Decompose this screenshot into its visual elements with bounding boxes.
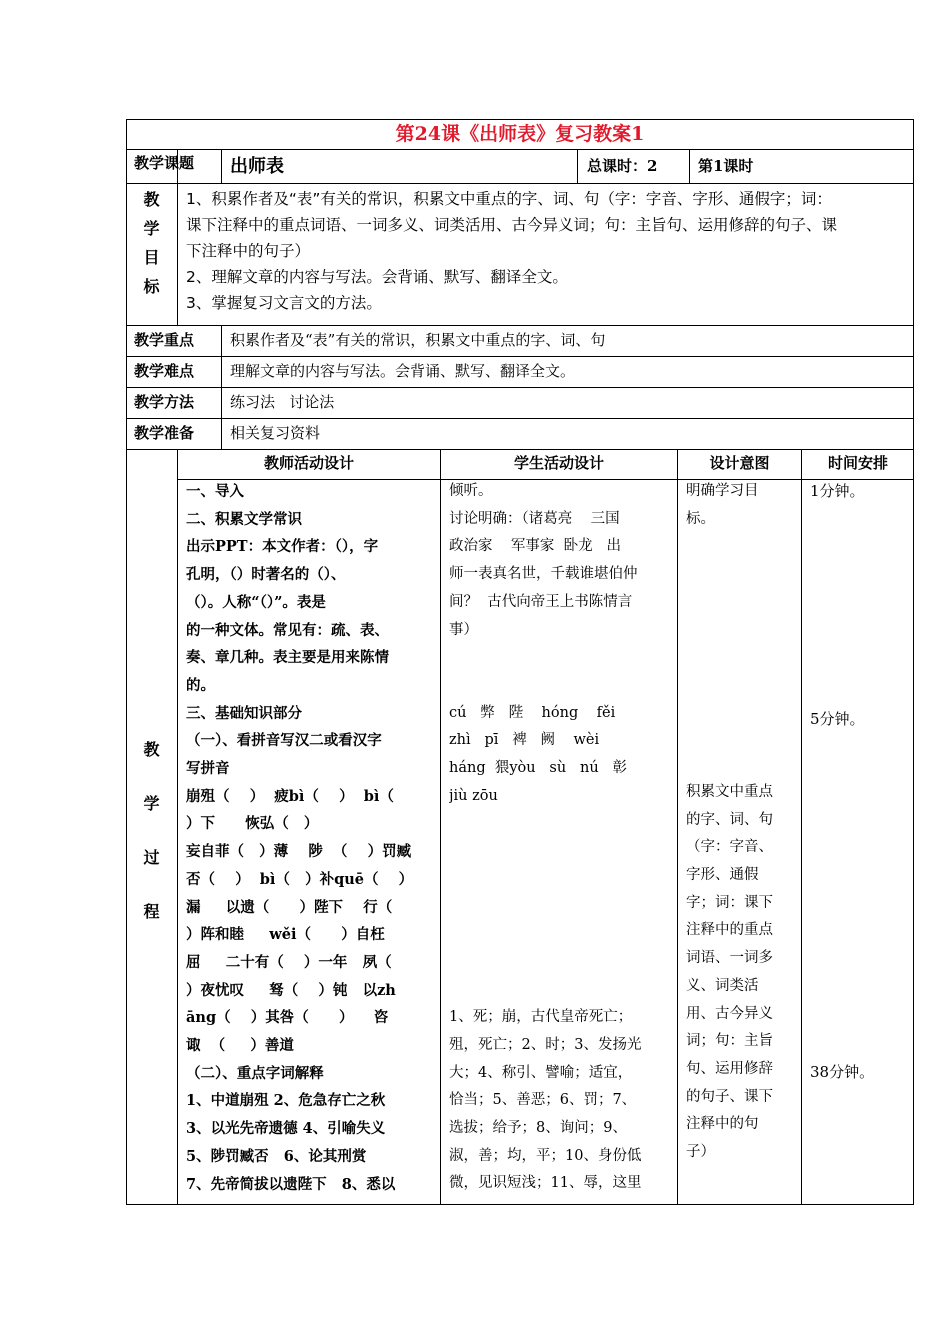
teacher-activity-header: 教师活动设计 <box>263 454 354 472</box>
design-intent-column: 明确学习目 标。 积累文中重点 的字、词、句 （字：字音、 字形、通假 字；词：课下 注释中的重点 词语、一词多 义、词类活 用、古今异义 词；句：主旨 句、运用修辞 的句子、课下 注释中的句 子） <box>686 483 773 1161</box>
page-title: 第24课《出师表》复习教案1 <box>126 119 914 149</box>
preparation-label: 教学准备 <box>134 424 195 442</box>
method-value: 练习法 讨论法 <box>230 393 335 411</box>
lesson-plan-table <box>126 119 914 1205</box>
goals-label: 教 学 目 标 <box>143 190 160 296</box>
difficulties-label: 教学难点 <box>134 362 195 380</box>
time-basics: 5分钟。 <box>810 710 865 728</box>
key-points-value: 积累作者及“表”有关的常识，积累文中重点的字、词、句 <box>230 331 606 349</box>
student-activity-column: 倾听。 讨论明确：（诸葛亮 三国 政治家 军事家 卧龙 出 师一表真名世，千载谁堪伯仲 间？ 古代向帝王上书陈情言 事） cú 弊 陛 hóng fěi zhì pī 裨 阙 wèi háng 猥yòu sù nú 彰 jiù zōu 1、死；崩，古代皇帝死亡； 殂，死亡；2、时；3、发扬光 大；4、称引、譬喻；适宜， 恰当；5、善恶；6、罚；7、 选拔；给予；8、询问；9、 淑，善；均，平；10、身份低 微，见识短浅；11、辱，这里 <box>449 483 642 1192</box>
process-label: 教 学 过 程 <box>143 740 160 921</box>
time-main: 38分钟。 <box>810 1063 875 1081</box>
method-label: 教学方法 <box>134 393 195 411</box>
time-header: 时间安排 <box>827 454 888 472</box>
topic-value: 出师表 <box>230 156 284 177</box>
goals-text: 1、积累作者及“表”有关的常识，积累文中重点的字、词、句（字：字音、字形、通假字；词： 课下注释中的重点词语、一词多义、词类活用、古今异义词；句：主旨句、运用修辞的句子、课 下注释中的句子） 2、理解文章的内容与写法。会背诵、默写、翻译全文。 3、掌握复习文言文的方法。 <box>186 190 838 312</box>
student-activity-header: 学生活动设计 <box>513 454 604 472</box>
teacher-activity-column: 一、导入 二、积累文学常识 出示PPT：本文作者：（），字 孔明，（）时著名的（）、 （）。人称“（）”。表是 的一种文体。常见有：疏、表、 奏、章几种。表主要是用来陈情 的。 三、基础知识部分 （一）、看拼音写汉二或看汉字 写拼音 崩殂（ ） 疲bì（ ） bì（ ）下 恢弘（ ） 妄自菲（ ）薄 陟 （ ）罚臧 否（ ） bì（ ）补quē（ ） 漏 以遗（ ）陛下 行（ ）阵和睦 wěi（ ）自枉 屈 二十有（ ）一年 夙（ ）夜忧叹 驽（ ）钝 以zh āng（ ）其咎（ ） 咨 诹 （ ）善道 （二）、重点字词解释 1、中道崩殂 2、危急存亡之秋 3、以光先帝遗德 4、引喻失义 5、陟罚臧否 6、论其刑赏 7、先帝简拔以遗陛下 8、悉以 <box>186 483 414 1193</box>
topic-label: 教学课题 <box>134 154 195 172</box>
key-points-label: 教学重点 <box>134 331 195 349</box>
time-intro: 1分钟。 <box>810 482 865 500</box>
preparation-value: 相关复习资料 <box>230 424 321 442</box>
design-intent-header: 设计意图 <box>709 454 770 472</box>
total-sessions: 总课时：2 <box>587 157 658 175</box>
session-number: 第1课时 <box>698 157 754 175</box>
difficulties-value: 理解文章的内容与写法。会背诵、默写、翻译全文。 <box>230 362 576 380</box>
